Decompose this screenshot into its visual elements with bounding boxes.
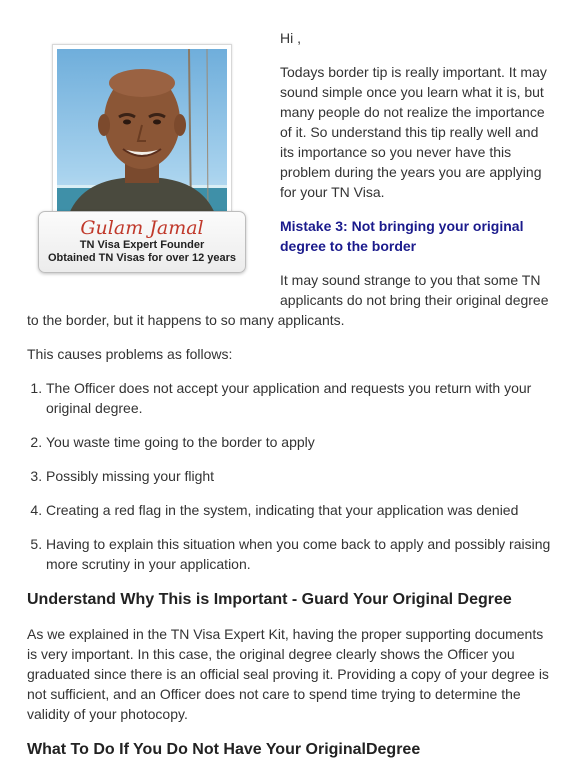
strange-paragraph-start: It may sound strange to you that some TN applicants do not bring their original degree xyxy=(280,272,549,308)
profile-name: Gulam Jamal xyxy=(80,217,204,239)
nameplate xyxy=(38,211,246,273)
list-item: 4. Creating a red flag in the system, indicating that your application was denied xyxy=(46,500,552,520)
profile-subtitle: Obtained TN Visas for over 12 years xyxy=(47,252,237,264)
greeting: Hi , xyxy=(280,30,301,46)
profile-title: TN Visa Expert Founder xyxy=(79,239,205,251)
list-item: 2. You waste time going to the border to apply xyxy=(46,432,552,452)
strange-paragraph-end: to the border, but it happens to so many applicants. xyxy=(27,312,345,328)
problems-list xyxy=(27,378,552,574)
section-heading-guard: Understand Why This is Important - Guard Your Original Degree xyxy=(27,591,512,608)
list-item: 1. The Officer does not accept your application and requests you return with your original degree. xyxy=(46,378,552,418)
mistake-heading: Mistake 3: Not bringing your original degree to the border xyxy=(280,218,524,254)
profile-card xyxy=(38,44,248,276)
causes-intro: This causes problems as follows: xyxy=(27,346,233,362)
kit-paragraph: As we explained in the TN Visa Expert Kit, having the proper supporting documents is very important. In this case, the original degree clearly shows the Officer you graduated since there is an official seal proving it. Providing a copy of your degree is not sufficient, and an Officer does not care to spend time trying to determine the validity of your photocopy. xyxy=(27,626,549,722)
profile-photo xyxy=(57,49,227,219)
list-item: 3. Possibly missing your flight xyxy=(46,466,552,486)
article-body xyxy=(27,270,552,760)
list-item: 5. Having to explain this situation when you come back to apply and possibly raising more scrutiny in your application. xyxy=(46,534,552,574)
profile-photo-frame xyxy=(52,44,232,224)
intro-paragraph: Todays border tip is really important. It may sound simple once you learn what it is, but many people do not realize the importance of it. So understand this tip really well and its importance so you never have this problem during the years you are applying for your TN Visa. xyxy=(280,64,547,200)
section-heading-no-degree: What To Do If You Do Not Have Your OriginalDegree xyxy=(27,741,421,758)
